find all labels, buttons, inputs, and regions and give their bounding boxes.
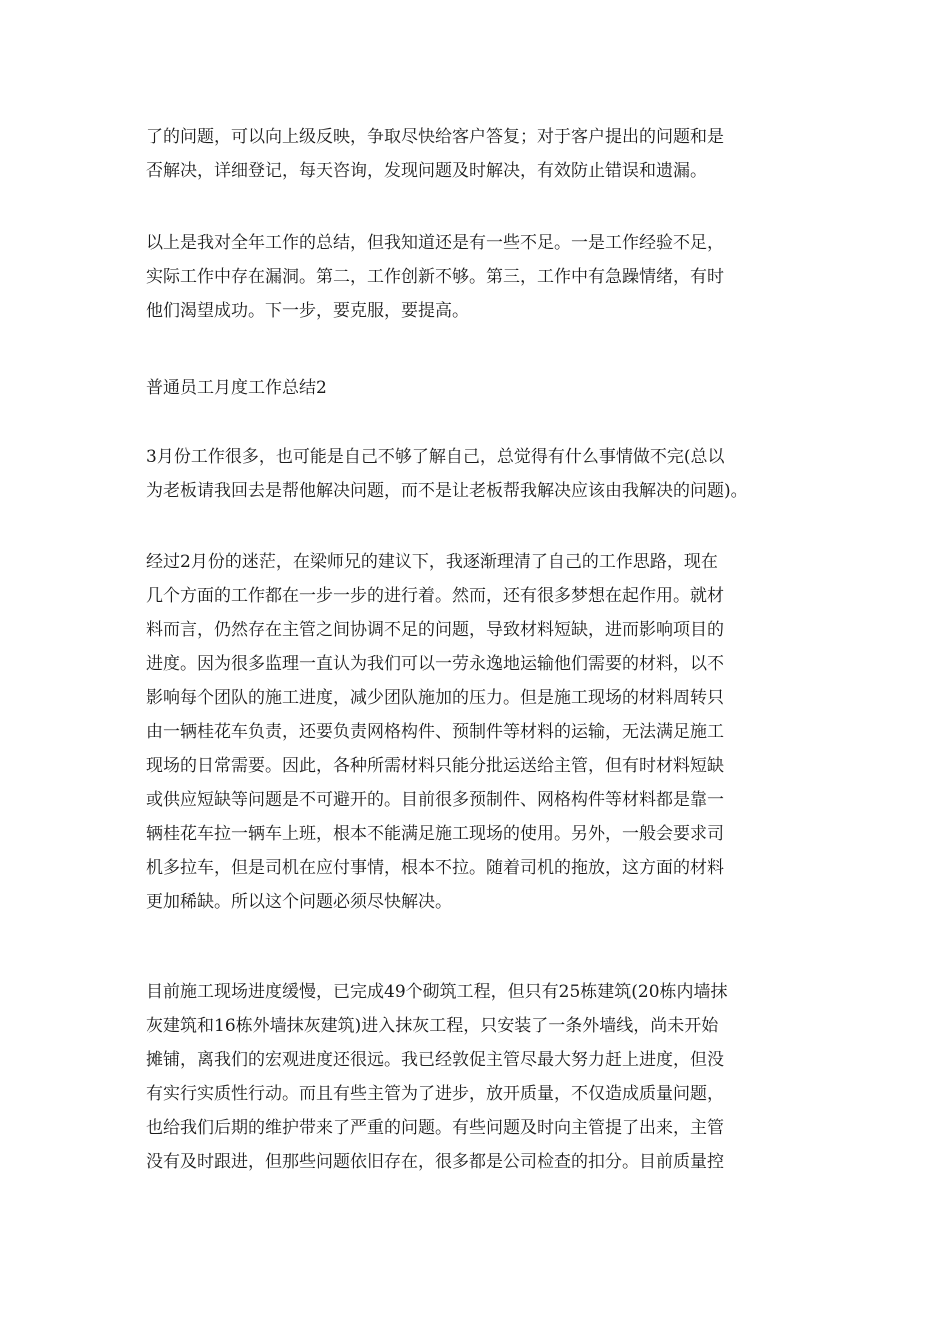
text-line: 3月份工作很多，也可能是自己不够了解自己，总觉得有什么事情做不完(总以 — [146, 447, 725, 467]
paragraph-construction-progress — [146, 975, 846, 1179]
paragraph-customer-issues — [146, 120, 846, 188]
text-line: 目前施工现场进度缓慢，已完成49个砌筑工程，但只有25栋建筑(20栋内墙抹 — [146, 982, 728, 1002]
text-line: 为老板请我回去是帮他解决问题，而不是让老板帮我解决应该由我解决的问题)。 — [146, 481, 748, 501]
text-line: 他们渴望成功。下一步，要克服，要提高。 — [146, 301, 469, 321]
text-line: 以上是我对全年工作的总结，但我知道还是有一些不足。一是工作经验不足， — [146, 233, 724, 253]
text-line: 摊铺，离我们的宏观进度还很远。我已经敦促主管尽最大努力赶上进度，但没 — [146, 1050, 724, 1070]
text-line: 影响每个团队的施工进度，减少团队施加的压力。但是施工现场的材料周转只 — [146, 688, 724, 708]
text-line: 几个方面的工作都在一步一步的进行着。然而，还有很多梦想在起作用。就材 — [146, 586, 724, 606]
paragraph-year-summary — [146, 226, 846, 328]
text-line: 现场的日常需要。因此，各种所需材料只能分批运送给主管，但有时材料短缺 — [146, 756, 724, 776]
paragraph-materials — [146, 545, 846, 919]
text-line: 没有及时跟进，但那些问题依旧存在，很多都是公司检查的扣分。目前质量控 — [146, 1152, 724, 1172]
text-line: 有实行实质性行动。而且有些主管为了进步，放开质量，不仅造成质量问题， — [146, 1084, 724, 1104]
text-line: 更加稀缺。所以这个问题必须尽快解决。 — [146, 892, 452, 912]
text-line: 料而言，仍然存在主管之间协调不足的问题，导致材料短缺，进而影响项目的 — [146, 620, 724, 640]
paragraph-march-work — [146, 440, 846, 508]
text-line: 经过2月份的迷茫，在梁师兄的建议下，我逐渐理清了自己的工作思路，现在 — [146, 552, 718, 572]
section-heading — [146, 371, 846, 405]
text-line: 灰建筑和16栋外墙抹灰建筑)进入抹灰工程，只安装了一条外墙线，尚未开始 — [146, 1016, 719, 1036]
section-title: 普通员工月度工作总结2 — [146, 378, 327, 398]
text-line: 了的问题，可以向上级反映，争取尽快给客户答复；对于客户提出的问题和是 — [146, 127, 724, 147]
text-line: 机多拉车，但是司机在应付事情，根本不拉。随着司机的拖放，这方面的材料 — [146, 858, 724, 878]
text-line: 进度。因为很多监理一直认为我们可以一劳永逸地运输他们需要的材料，以不 — [146, 654, 724, 674]
text-line: 由一辆桂花车负责，还要负责网格构件、预制件等材料的运输，无法满足施工 — [146, 722, 724, 742]
text-line: 或供应短缺等问题是不可避开的。目前很多预制件、网格构件等材料都是靠一 — [146, 790, 724, 810]
text-line: 否解决，详细登记，每天咨询，发现问题及时解决，有效防止错误和遗漏。 — [146, 161, 707, 181]
text-line: 实际工作中存在漏洞。第二，工作创新不够。第三，工作中有急躁情绪，有时 — [146, 267, 724, 287]
text-line: 也给我们后期的维护带来了严重的问题。有些问题及时向主管提了出来，主管 — [146, 1118, 724, 1138]
text-line: 辆桂花车拉一辆车上班，根本不能满足施工现场的使用。另外，一般会要求司 — [146, 824, 724, 844]
